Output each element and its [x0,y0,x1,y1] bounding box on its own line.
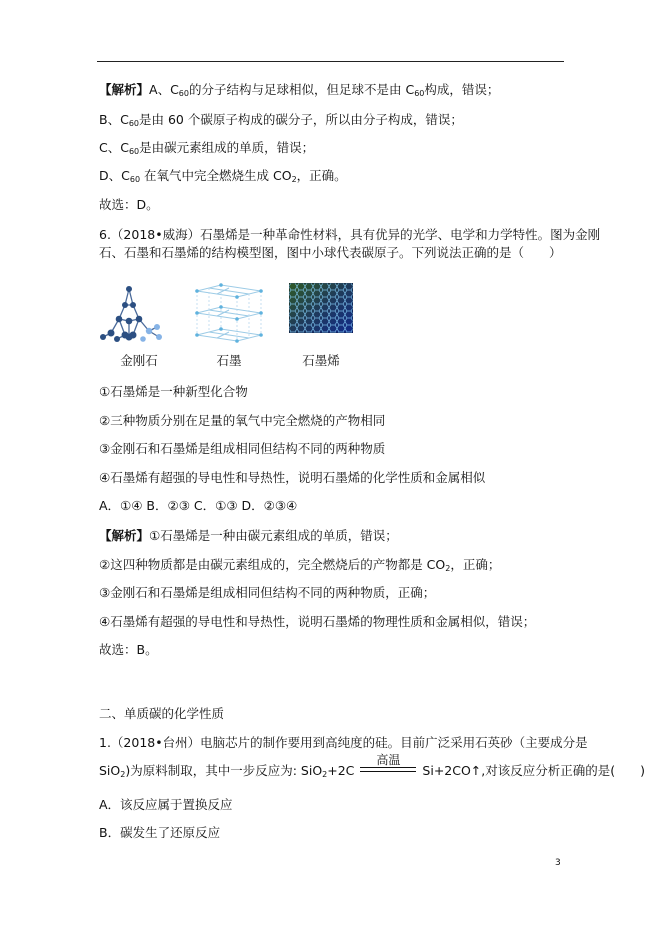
caption-diamond: 金刚石 [120,353,158,368]
header-rule [97,61,564,62]
graphene-structure-image [289,283,353,333]
section-title: 二、单质碳的化学性质 [99,706,225,721]
question1-line2: SiO$_2$)为原料制取，其中一步反应为: SiO$_2$+2C 高温 Si+2CO↑,对该反应分析正确的是( ) [99,753,646,779]
graphite-structure-image [191,283,267,345]
diamond-structure-image [99,283,179,345]
caption-graphene: 石墨烯 [302,353,340,368]
question6-statement-1: ①石墨烯是一种新型化合物 [99,384,248,399]
analysis2-line-3: ③金刚石和石墨烯是组成相同但结构不同的两种物质，正确； [99,585,436,600]
question6-options: A．①④ B．②③ C．①③ D．②③④ [99,498,298,513]
structure-figures [99,283,359,373]
page-number: 3 [555,858,561,868]
analysis1-line-c: C、$C_{60}$是由碳元素组成的单质，错误； [99,140,315,156]
caption-graphite: 石墨 [216,353,242,368]
question6-statement-3: ③金刚石和石墨烯是组成相同但结构不同的两种物质 [99,441,386,456]
analysis2-answer: 故选：B。 [99,642,158,657]
question6-statement-2: ②三种物质分别在足量的氧气中完全燃烧的产物相同 [99,413,386,428]
reaction-condition: 高温 [354,763,422,779]
analysis2-line-4: ④石墨烯有超强的导电性和导热性，说明石墨烯的物理性质和金属相似，错误； [99,614,536,629]
question1-option-a: A．该反应属于置换反应 [99,797,233,812]
question6-line2: 石、石墨和石墨烯的结构模型图，图中小球代表碳原子。下列说法正确的是（ ） [99,245,562,260]
analysis1-line-b: B、$C_{60}$是由 60 个碳原子构成的碳分子，所以由分子构成，错误； [99,112,463,128]
analysis1-line-a: 【解析】A、$C_{60}$的分子结构与足球相似，但足球不是由 $C_{60}$构成，错误； [99,82,500,98]
question1-line1: 1.（2018•台州）电脑芯片的制作要用到高纯度的硅。目前广泛采用石英砂（主要成分是 [99,735,588,750]
question6-line1: 6.（2018•威海）石墨烯是一种革命性材料，具有优异的光学、电学和力学特性。图为金刚 [99,227,601,242]
question6-statement-4: ④石墨烯有超强的导电性和导热性，说明石墨烯的化学性质和金属相似 [99,470,486,485]
analysis1-answer: 故选：D。 [99,197,159,212]
analysis2-line-1: 【解析】①石墨烯是一种由碳元素组成的单质，错误； [99,528,398,543]
analysis2-line-2: ②这四种物质都是由碳元素组成的，完全燃烧后的产物都是 $CO_2$，正确； [99,557,501,573]
question1-option-b: B．碳发生了还原反应 [99,825,221,840]
analysis1-line-d: D、$C_{60}$ 在氧气中完全燃烧生成 $CO_2$，正确。 [99,168,347,184]
